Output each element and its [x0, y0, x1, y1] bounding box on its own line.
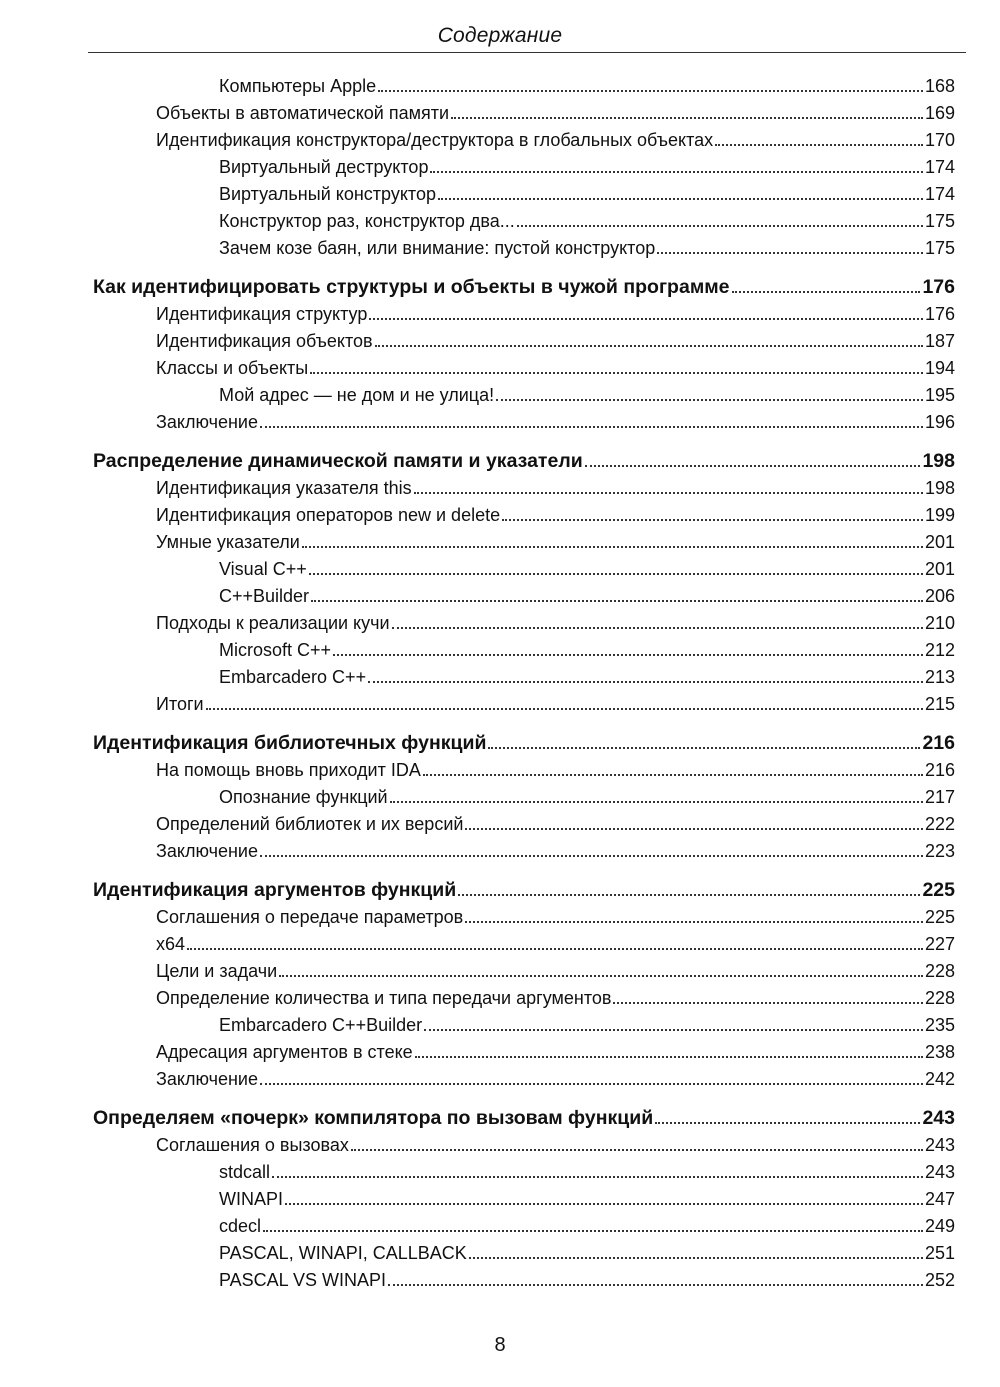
toc-entry-title: Как идентифицировать структуры и объекты в чужой программе: [93, 276, 730, 298]
toc-subsection-entry: [219, 1210, 955, 1237]
toc-entry-page: 168: [924, 76, 955, 96]
dot-leader: [260, 426, 923, 428]
toc-subsection-entry: [219, 151, 955, 178]
toc-entry-title: На помощь вновь приходит IDA: [156, 760, 421, 780]
toc-entry-title: PASCAL VS WINAPI: [219, 1270, 387, 1290]
toc-entry-title: cdecl: [219, 1216, 262, 1236]
toc-entry-page: 210: [924, 613, 955, 633]
toc-entry-title: Цели и задачи: [156, 961, 278, 981]
dot-leader: [302, 546, 923, 548]
dot-leader: [502, 519, 923, 521]
dot-leader: [260, 855, 923, 857]
dot-leader: [333, 654, 923, 656]
toc-entry-title: Идентификация библиотечных функций: [93, 732, 487, 754]
dot-leader: [613, 1002, 923, 1004]
dot-leader: [388, 1284, 923, 1286]
toc-entry-page: 213: [924, 667, 955, 687]
toc-section-entry: [156, 526, 955, 553]
dot-leader: [423, 774, 923, 776]
toc-subsection-entry: [219, 1237, 955, 1264]
toc-entry-title: Определений библиотек и их версий: [156, 814, 464, 834]
toc-entry-title: Опознание функций: [219, 787, 388, 807]
toc-entry-page: 252: [924, 1270, 955, 1290]
toc-entry-page: 216: [924, 760, 955, 780]
toc-entry-title: Заключение: [156, 1069, 258, 1089]
toc-chapter-entry: [93, 868, 955, 901]
toc-entry-page: 242: [924, 1069, 955, 1089]
dot-leader: [272, 1176, 923, 1178]
dot-leader: [311, 600, 923, 602]
toc-entry-page: 174: [924, 184, 955, 204]
toc-entry-title: Итоги: [156, 694, 204, 714]
toc-entry-page: 238: [924, 1042, 955, 1062]
toc-entry-page: 243: [924, 1162, 955, 1182]
dot-leader: [465, 828, 923, 830]
toc-subsection-entry: [219, 1264, 955, 1291]
toc-section-entry: [156, 982, 955, 1009]
toc-subsection-entry: [219, 661, 955, 688]
toc-entry-title: Адресация аргументов в стеке: [156, 1042, 413, 1062]
dot-leader: [187, 948, 923, 950]
toc-entry-page: 175: [924, 238, 955, 258]
dot-leader: [655, 1122, 920, 1124]
toc-entry-page: 228: [924, 988, 955, 1008]
toc-section-entry: [156, 325, 955, 352]
toc-entry-title: Embarcadero C++Builder: [219, 1015, 423, 1035]
dot-leader: [392, 627, 923, 629]
toc-section-entry: [156, 1063, 955, 1090]
toc-entry-title: Зачем козе баян, или внимание: пустой конструктор: [219, 238, 656, 258]
toc-entry-title: Соглашения о передаче параметров: [156, 907, 464, 927]
toc-entry-title: Embarcadero C++: [219, 667, 367, 687]
dot-leader: [415, 1056, 923, 1058]
toc-section-entry: [156, 97, 955, 124]
toc-entry-page: 212: [924, 640, 955, 660]
toc-entry-page: 247: [924, 1189, 955, 1209]
toc-section-entry: [156, 901, 955, 928]
toc-entry-title: Конструктор раз, конструктор два...: [219, 211, 515, 231]
toc-section-entry: [156, 928, 955, 955]
toc-entry-page: 225: [924, 907, 955, 927]
toc-section-entry: [156, 124, 955, 151]
dot-leader: [414, 492, 923, 494]
dot-leader: [488, 747, 920, 749]
toc-entry-page: 217: [924, 787, 955, 807]
toc-entry-page: 227: [924, 934, 955, 954]
toc-entry-title: Виртуальный конструктор: [219, 184, 436, 204]
page-number: 8: [494, 1334, 506, 1356]
toc-entry-title: Классы и объекты: [156, 358, 309, 378]
toc-subsection-entry: [219, 205, 955, 232]
toc-entry-page: 225: [922, 879, 955, 901]
toc-subsection-entry: [219, 1183, 955, 1210]
dot-leader: [378, 90, 923, 92]
toc-entry-page: 196: [924, 412, 955, 432]
dot-leader: [310, 372, 923, 374]
toc-entry-page: 198: [922, 450, 955, 472]
header-divider: [88, 52, 966, 53]
toc-entry-title: Виртуальный деструктор: [219, 157, 429, 177]
toc-entry-page: 222: [924, 814, 955, 834]
toc-subsection-entry: [219, 178, 955, 205]
toc-entry-page: 199: [924, 505, 955, 525]
toc-section-entry: [156, 298, 955, 325]
dot-leader: [375, 345, 923, 347]
toc-entry-title: Распределение динамической памяти и указатели: [93, 450, 583, 472]
toc-section-entry: [156, 352, 955, 379]
toc-entry-title: Определение количества и типа передачи аргументов: [156, 988, 612, 1008]
dot-leader: [451, 117, 923, 119]
toc-entry-title: Идентификация указателя this: [156, 478, 412, 498]
toc-section-entry: [156, 955, 955, 982]
dot-leader: [732, 291, 921, 293]
toc-entry-title: Компьютеры Apple: [219, 76, 377, 96]
toc-section-entry: [156, 607, 955, 634]
toc-entry-title: WINAPI: [219, 1189, 284, 1209]
toc-entry-page: 243: [924, 1135, 955, 1155]
toc-chapter-entry: [93, 721, 955, 754]
toc-section-entry: [156, 472, 955, 499]
toc-entry-title: Идентификация структур: [156, 304, 368, 324]
toc-chapter-entry: [93, 1096, 955, 1129]
dot-leader: [368, 681, 923, 683]
toc-entry-page: 206: [924, 586, 955, 606]
toc-subsection-entry: [219, 1009, 955, 1036]
dot-leader: [351, 1149, 923, 1151]
toc-entry-page: 249: [924, 1216, 955, 1236]
dot-leader: [469, 1257, 923, 1259]
dot-leader: [424, 1029, 923, 1031]
toc-section-entry: [156, 499, 955, 526]
dot-leader: [390, 801, 923, 803]
toc-entry-page: 243: [922, 1107, 955, 1129]
toc-entry-title: x64: [156, 934, 186, 954]
toc-subsection-entry: [219, 781, 955, 808]
toc-entry-page: 235: [924, 1015, 955, 1035]
toc-entry-page: 169: [924, 103, 955, 123]
dot-leader: [496, 399, 923, 401]
toc-entry-page: 201: [924, 532, 955, 552]
toc-entry-title: Умные указатели: [156, 532, 300, 552]
dot-leader: [657, 252, 923, 254]
toc-subsection-entry: [219, 70, 955, 97]
dot-leader: [438, 198, 923, 200]
toc-entry-title: C++Builder: [219, 586, 310, 606]
dot-leader: [206, 708, 923, 710]
dot-leader: [285, 1203, 923, 1205]
toc-entry-page: 198: [924, 478, 955, 498]
toc-chapter-entry: [93, 439, 955, 472]
toc-entry-page: 174: [924, 157, 955, 177]
toc-entry-page: 176: [922, 276, 955, 298]
toc-entry-page: 176: [924, 304, 955, 324]
toc-entry-page: 195: [924, 385, 955, 405]
toc-entry-page: 194: [924, 358, 955, 378]
dot-leader: [369, 318, 923, 320]
dot-leader: [585, 465, 921, 467]
dot-leader: [458, 894, 920, 896]
toc-section-entry: [156, 754, 955, 781]
dot-leader: [279, 975, 923, 977]
toc-chapter-entry: [93, 265, 955, 298]
toc-subsection-entry: [219, 553, 955, 580]
toc-entry-page: 201: [924, 559, 955, 579]
dot-leader: [260, 1083, 923, 1085]
toc-entry-page: 187: [924, 331, 955, 351]
toc-section-entry: [156, 835, 955, 862]
toc-subsection-entry: [219, 1156, 955, 1183]
toc-entry-title: Заключение: [156, 841, 258, 861]
toc-entry-title: Подходы к реализации кучи: [156, 613, 390, 633]
toc-entry-page: 175: [924, 211, 955, 231]
toc-entry-title: Объекты в автоматической памяти: [156, 103, 450, 123]
toc-entry-page: 223: [924, 841, 955, 861]
toc-entry-title: Заключение: [156, 412, 258, 432]
toc-entry-page: 228: [924, 961, 955, 981]
toc-entry-title: Идентификация операторов new и delete: [156, 505, 501, 525]
table-of-contents: [0, 70, 1000, 1291]
dot-leader: [465, 921, 923, 923]
toc-section-entry: [156, 406, 955, 433]
toc-entry-title: PASCAL, WINAPI, CALLBACK: [219, 1243, 467, 1263]
toc-entry-title: Определяем «почерк» компилятора по вызовам функций: [93, 1107, 654, 1129]
toc-entry-page: 216: [922, 732, 955, 754]
toc-entry-title: stdcall: [219, 1162, 271, 1182]
toc-subsection-entry: [219, 634, 955, 661]
toc-entry-title: Microsoft C++: [219, 640, 332, 660]
toc-entry-title: Идентификация аргументов функций: [93, 879, 457, 901]
dot-leader: [715, 144, 923, 146]
toc-section-entry: [156, 808, 955, 835]
toc-entry-page: 215: [924, 694, 955, 714]
toc-section-entry: [156, 1036, 955, 1063]
dot-leader: [430, 171, 923, 173]
toc-entry-title: Мой адрес — не дом и не улица!: [219, 385, 495, 405]
toc-entry-title: Идентификация объектов: [156, 331, 373, 351]
dot-leader: [309, 573, 923, 575]
toc-entry-title: Visual C++: [219, 559, 307, 579]
toc-section-entry: [156, 688, 955, 715]
running-header-title: Содержание: [437, 24, 563, 47]
toc-entry-title: Соглашения о вызовах: [156, 1135, 349, 1155]
toc-entry-page: 251: [924, 1243, 955, 1263]
dot-leader: [263, 1230, 923, 1232]
toc-subsection-entry: [219, 580, 955, 607]
toc-entry-page: 170: [924, 130, 955, 150]
toc-subsection-entry: [219, 232, 955, 259]
toc-entry-title: Идентификация конструктора/деструктора в глобальных объектах: [156, 130, 714, 150]
dot-leader: [517, 225, 923, 227]
toc-subsection-entry: [219, 379, 955, 406]
toc-section-entry: [156, 1129, 955, 1156]
